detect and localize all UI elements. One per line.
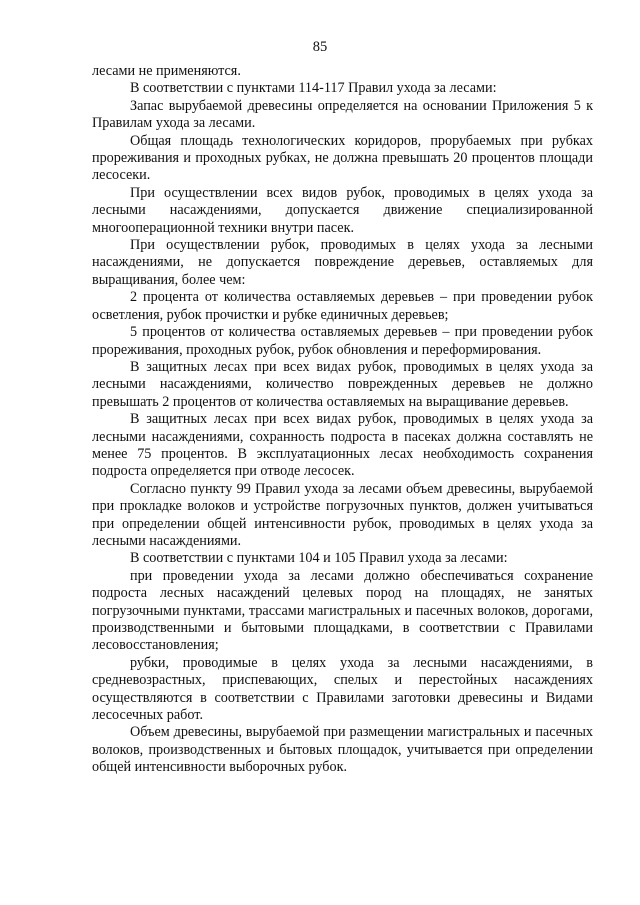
paragraph: 5 процентов от количества оставляемых деревьев – при проведении рубок прореживания, проходных рубок, рубок обновления и переформирования.: [92, 324, 593, 358]
paragraph: 2 процента от количества оставляемых деревьев – при проведении рубок осветления, рубок прочистки и рубке единичных деревьев;: [92, 289, 593, 323]
paragraph: Согласно пункту 99 Правил ухода за лесами объем древесины, вырубаемой при прокладке волоков и устройстве погрузочных пунктов, должен учитываться при определении общей интенсивности рубок, проводимых в целях ухода за лесными насаждениями.: [92, 480, 593, 549]
paragraph: Объем древесины, вырубаемой при размещении магистральных и пасечных волоков, производственных и бытовых площадок, учитывается при определении общей интенсивности выборочных рубок.: [92, 724, 593, 776]
paragraph: В защитных лесах при всех видах рубок, проводимых в целях ухода за лесными насаждениями, сохранность подроста в пасеках должна составлять не менее 75 процентов. В эксплуатационных лесах необходимость сохранения подроста определяется при отводе лесосек.: [92, 411, 593, 480]
paragraph: При осуществлении всех видов рубок, проводимых в целях ухода за лесными насаждениями, допускается движение специализированной многооперационной техники внутри пасек.: [92, 184, 593, 236]
paragraph: Общая площадь технологических коридоров, прорубаемых при рубках прореживания и проходных рубках, не должна превышать 20 процентов площади лесосеки.: [92, 132, 593, 184]
paragraph: рубки, проводимые в целях ухода за лесными насаждениями, в средневозрастных, приспевающих, спелых и перестойных насаждениях осуществляются в соответствии с Правилами заготовки древесины и Видами лесосечных работ.: [92, 654, 593, 724]
document-body: [92, 63, 593, 777]
paragraph: при проведении ухода за лесами должно обеспечиваться сохранение подроста лесных насаждений целевых пород на площадях, не занятых погрузочными пунктами, трассами магистральных и пасечных волоков, дорогами, производственными и бытовыми площадками, в соответствии с Правилами лесовосстановления;: [92, 567, 593, 654]
paragraph: лесами не применяются.: [92, 63, 241, 79]
paragraph: При осуществлении рубок, проводимых в целях ухода за лесными насаждениями, не допускается повреждение деревьев, оставляемых для выращивания, более чем:: [92, 237, 593, 288]
paragraph: Запас вырубаемой древесины определяется на основании Приложения 5 к Правилам ухода за лесами.: [92, 97, 593, 132]
paragraph: В соответствии с пунктами 104 и 105 Правил ухода за лесами:: [130, 550, 508, 567]
paragraph: В защитных лесах при всех видах рубок, проводимых в целях ухода за лесными насаждениями, количество поврежденных деревьев не должно превышать 2 процентов от количества оставляемых на выращивание деревьев.: [92, 358, 593, 410]
paragraph: В соответствии с пунктами 114-117 Правил ухода за лесами:: [130, 80, 497, 97]
page-number: 85: [312, 39, 328, 55]
